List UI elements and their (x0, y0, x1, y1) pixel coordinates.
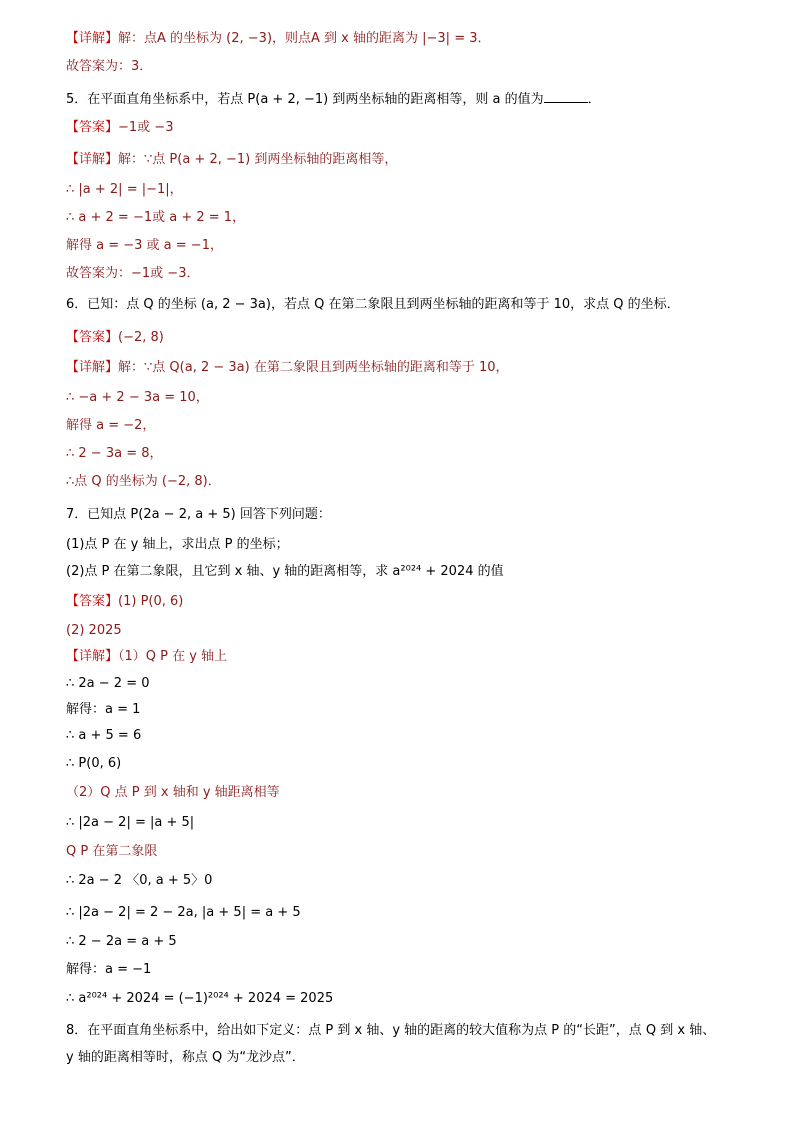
answer-part: (2) 2025 (66, 623, 122, 638)
solution-step: （2）Q 点 P 到 x 轴和 y 轴距离相等 (66, 785, 280, 800)
question-part: (2)点 P 在第二象限，且它到 x 轴、y 轴的距离相等，求 a²⁰²⁴ + 2024 的值 (66, 564, 504, 579)
solution-step: 解得 a = −3 或 a = −1， (66, 238, 223, 253)
solution-step: ∴ a + 5 = 6 (66, 728, 142, 743)
detail-tag: 【详解】 (66, 360, 119, 375)
solution-step: ∴ P(0, 6) (66, 756, 122, 771)
question-7: 7．已知点 P(2a − 2, a + 5) 回答下列问题： (66, 507, 331, 522)
solution-step: ∴ 2a − 2 〈0, a + 5〉0 (66, 873, 213, 888)
question-text: 5．在平面直角坐标系中，若点 P(a + 2, −1) 到两坐标轴的距离相等，则 a 的值为 (66, 92, 544, 107)
answer-tag: 【答案】 (66, 330, 119, 345)
detail-tag: 【详解】 (66, 31, 119, 46)
solution-step: ∴ 2 − 3a = 8， (66, 446, 163, 461)
solution-step: 解得：a = −1 (66, 962, 152, 977)
solution-line (66, 359, 509, 377)
answer-conclusion: 故答案为：3． (66, 59, 153, 74)
solution-step: ∴ |2a − 2| = |a + 5| (66, 815, 195, 830)
answer-line (66, 329, 164, 347)
detail-tag: 【详解】 (66, 649, 119, 664)
solution-step: ∴ |2a − 2| = 2 − 2a, |a + 5| = a + 5 (66, 905, 301, 920)
solution-text: 解：∵点 Q(a, 2 − 3a) 在第二象限且到两坐标轴的距离和等于 10， (118, 360, 509, 375)
solution-step: ∴ −a + 2 − 3a = 10， (66, 390, 209, 405)
question-8: 8．在平面直角坐标系中，给出如下定义：点 P 到 x 轴、y 轴的距离的较大值称为点 P 的“长距”，点 Q 到 x 轴、 (66, 1023, 716, 1038)
answer-text: (−2, 8) (118, 330, 164, 345)
solution-step: ∴ a + 2 = −1或 a + 2 = 1， (66, 210, 246, 225)
question-5 (66, 90, 601, 109)
answer-tag: 【答案】 (66, 594, 119, 609)
solution-text: （1）Q P 在 y 轴上 (118, 649, 228, 664)
solution-text: 解：点A 的坐标为 (2, −3)，则点A 到 x 轴的距离为 |−3| = 3． (118, 31, 491, 46)
solution-step: ∴ a²⁰²⁴ + 2024 = (−1)²⁰²⁴ + 2024 = 2025 (66, 991, 334, 1006)
solution-step: 解得 a = −2， (66, 418, 156, 433)
solution-line (66, 151, 397, 169)
solution-step: ∴ |a + 2| = |−1|， (66, 182, 183, 197)
solution-step: Q P 在第二象限 (66, 844, 158, 859)
question-part: (1)点 P 在 y 轴上，求出点 P 的坐标； (66, 537, 289, 552)
answer-line (66, 593, 183, 611)
answer-blank (544, 90, 588, 103)
solution-step: ∴ 2 − 2a = a + 5 (66, 934, 177, 949)
answer-text: −1或 −3 (118, 120, 174, 135)
answer-conclusion: 故答案为：−1或 −3． (66, 266, 200, 281)
question-end: ． (587, 92, 601, 107)
solution-line (66, 30, 490, 48)
answer-text: (1) P(0, 6) (118, 594, 184, 609)
question-6: 6．已知：点 Q 的坐标 (a, 2 − 3a)，若点 Q 在第二象限且到两坐标轴的距离和等于 10，求点 Q 的坐标． (66, 297, 680, 312)
solution-step: ∴ 2a − 2 = 0 (66, 676, 150, 691)
solution-line (66, 648, 227, 666)
answer-tag: 【答案】 (66, 120, 119, 135)
answer-line (66, 119, 173, 137)
detail-tag: 【详解】 (66, 152, 119, 167)
question-8-continued: y 轴的距离相等时，称点 Q 为“龙沙点”． (66, 1050, 305, 1065)
solution-step: ∴点 Q 的坐标为 (−2, 8)． (66, 474, 221, 489)
solution-step: 解得：a = 1 (66, 702, 141, 717)
solution-text: 解：∵点 P(a + 2, −1) 到两坐标轴的距离相等， (118, 152, 398, 167)
